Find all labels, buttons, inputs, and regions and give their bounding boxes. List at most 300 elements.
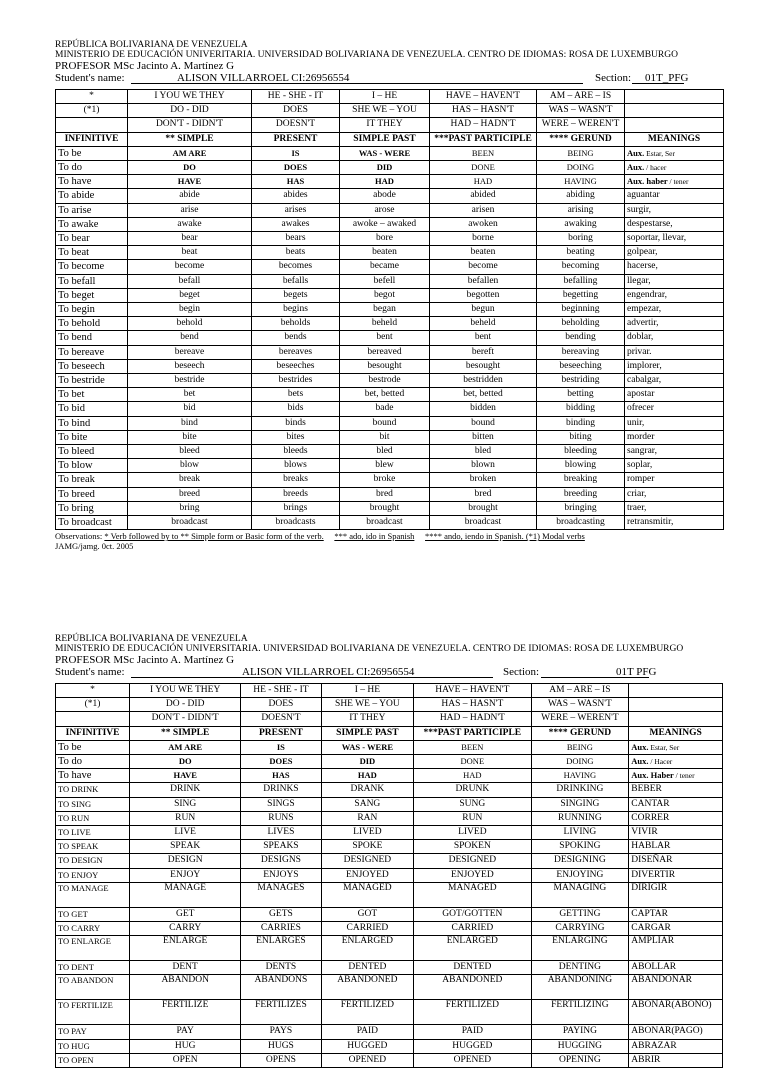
meaning-cell: criar, [625,487,724,501]
form-cell: HAD [321,769,414,783]
gerund-cell: ENLARGING [531,936,629,961]
meaning-cell: despestarse, [625,217,724,231]
verb-row [56,783,723,797]
present-cell: binds [252,416,340,430]
form-cell: WAS - WERE [321,740,414,754]
present-cell: MANAGES [241,882,321,907]
header-cell [625,118,724,132]
meaning-cell: DIRIGIR [629,882,723,907]
present-cell: becomes [252,260,340,274]
header-cell [625,90,724,104]
header-cell: HAS – HASN'T [414,698,531,712]
simple-form-cell: beget [128,288,252,302]
header-cell: I – HE [321,684,414,698]
participle-cell: GOT/GOTTEN [414,907,531,921]
present-cell: FERTILIZES [241,1000,321,1025]
participle-cell: ENLARGED [414,936,531,961]
verb-row [56,445,724,459]
simple-form-cell: bereave [128,345,252,359]
participle-cell: bestridden [430,374,537,388]
header-cell: WERE – WEREN'T [537,118,625,132]
participle-cell: abided [430,189,537,203]
simple-form-cell: break [128,473,252,487]
section-label: Section: [595,72,632,84]
form-cell: HAS [252,175,340,189]
present-cell: OPENS [241,1053,321,1067]
gerund-cell: beseeching [537,359,625,373]
present-cell: ABANDONS [241,975,321,1000]
participle-cell: bound [430,416,537,430]
verb-row [56,1039,723,1053]
infinitive-cell: To arise [56,203,128,217]
verb-row [56,359,724,373]
past-cell: CARRIED [321,922,414,936]
header-row [56,104,724,118]
past-cell: bit [340,430,430,444]
verb-row [56,473,724,487]
meaning-cell: VIVIR [629,826,723,840]
header-cell: DOES [252,104,340,118]
header-cell: ** SIMPLE [128,132,252,146]
past-cell: broke [340,473,430,487]
gerund-cell: bleeding [537,445,625,459]
professor-line: PROFESOR MSc Jacinto A. Martínez G [55,654,235,666]
infinitive-cell: TO DENT [56,961,130,975]
participle-cell: ENJOYED [414,868,531,882]
header-cell: DOESN'T [252,118,340,132]
present-cell: broadcasts [252,516,340,530]
gerund-cell: DRINKING [531,783,629,797]
participle-cell: SPOKEN [414,840,531,854]
present-cell: bears [252,232,340,246]
simple-form-cell: arise [128,203,252,217]
form-cell: DID [321,755,414,769]
aux-label: Aux. [627,147,645,158]
infinitive-cell: TO PAY [56,1025,130,1039]
present-cell: DENTS [241,961,321,975]
simple-form-cell: begin [128,303,252,317]
gerund-cell: breaking [537,473,625,487]
republic-heading: REPÚBLICA BOLIVARIANA DE VENEZUELA [55,40,248,50]
form-cell: HAVE [130,769,241,783]
verb-row [56,246,724,260]
past-cell: OPENED [321,1053,414,1067]
section-value: 01T PFG [616,666,657,678]
infinitive-cell: To broadcast [56,516,128,530]
header-cell: AM – ARE – IS [537,90,625,104]
aux-verb-row [56,755,723,769]
present-cell: beholds [252,317,340,331]
form-cell: DO [128,161,252,175]
verb-row [56,303,724,317]
infinitive-cell: TO ENJOY [56,868,130,882]
present-cell: GETS [241,907,321,921]
header-cell: HE - SHE - IT [252,90,340,104]
meaning-cell: sangrar, [625,445,724,459]
form-cell: AM ARE [128,146,252,160]
meaning-cell: unir, [625,416,724,430]
aux-label: Aux. haber [627,176,668,187]
meaning-text: / tener [667,177,689,187]
participle-cell: CARRIED [414,922,531,936]
header-cell: ***PAST PARTICIPLE [430,132,537,146]
meaning-cell: ABONAR(PAGO) [629,1025,723,1039]
infinitive-cell: TO HUG [56,1039,130,1053]
simple-form-cell: abide [128,189,252,203]
infinitive-cell: To bleed [56,445,128,459]
participle-cell: DENTED [414,961,531,975]
verb-row [56,975,723,1000]
verb-row [56,459,724,473]
meaning-cell: ABRAZAR [629,1039,723,1053]
verb-row [56,922,723,936]
form-cell: HAVE [128,175,252,189]
infinitive-cell: TO GET [56,907,130,921]
meaning-cell: hacerse, [625,260,724,274]
verb-row [56,232,724,246]
header-cell: SHE WE – YOU [340,104,430,118]
past-cell: befell [340,274,430,288]
header-cell: WAS – WASN'T [537,104,625,118]
gerund-cell: begetting [537,288,625,302]
meaning-cell [629,740,723,754]
participle-cell: bidden [430,402,537,416]
ministry-heading: MINISTERIO DE EDUCACIÓN UNIVERITARIA. UNIVERSIDAD BOLIVARIANA DE VENEZUELA. CENTRO DE IDIOMAS: ROSA DE LUXEMBURGO [55,50,678,60]
participle-cell: befallen [430,274,537,288]
participle-cell: bled [430,445,537,459]
past-cell: bade [340,402,430,416]
aux-label: Aux. [631,756,649,767]
verb-row [56,1025,723,1039]
meaning-cell: ABOLLAR [629,961,723,975]
infinitive-cell: To bear [56,232,128,246]
verb-row [56,840,723,854]
present-cell: SPEAKS [241,840,321,854]
present-cell: SINGS [241,797,321,811]
header-row [56,698,723,712]
header-cell: HAS – HASN'T [430,104,537,118]
past-cell: beheld [340,317,430,331]
meaning-cell: implorer, [625,359,724,373]
verb-table-2 [55,683,723,1068]
aux-verb-row [56,146,724,160]
simple-form-cell: bestride [128,374,252,388]
observations [55,531,745,541]
meaning-cell: golpear, [625,246,724,260]
table-header [56,90,724,147]
past-cell: blew [340,459,430,473]
gerund-cell: DENTING [531,961,629,975]
verb-row [56,345,724,359]
past-cell: MANAGED [321,882,414,907]
header-cell: INFINITIVE [56,132,128,146]
meaning-text: / Hacer [648,757,673,767]
present-cell: begins [252,303,340,317]
meaning-cell: ABANDONAR [629,975,723,1000]
infinitive-cell: To do [56,161,128,175]
form-cell: HAVING [531,769,629,783]
simple-form-cell: become [128,260,252,274]
past-cell: begot [340,288,430,302]
meaning-text: / tener [673,771,695,781]
author-note: JAMG/jamg. 0ct. 2005 [55,541,134,552]
verb-row [56,516,724,530]
simple-form-cell: PAY [130,1025,241,1039]
verb-row [56,907,723,921]
aux-verb-row [56,740,723,754]
meaning-text: Estar, Ser [644,148,675,158]
meaning-cell: llegar, [625,274,724,288]
present-cell: DESIGNS [241,854,321,868]
verb-row [56,402,724,416]
meaning-cell: surgir, [625,203,724,217]
meaning-cell: retransmitir, [625,516,724,530]
observations-label: Observations: [55,531,105,542]
participle-cell: bent [430,331,537,345]
participle-cell: broadcast [430,516,537,530]
meaning-text: Estar, Ser [648,742,680,752]
participle-cell: PAID [414,1025,531,1039]
header-cell: HE - SHE - IT [241,684,321,698]
header-cell: HAD – HADN'T [414,712,531,726]
form-cell: DO [130,755,241,769]
meaning-cell: DISEÑAR [629,854,723,868]
form-cell: DID [340,161,430,175]
participle-cell: beheld [430,317,537,331]
form-cell: BEING [531,740,629,754]
gerund-cell: awaking [537,217,625,231]
present-cell: bets [252,388,340,402]
simple-form-cell: bite [128,430,252,444]
form-cell: HAVING [537,175,625,189]
header-cell: DON'T - DIDN'T [130,712,241,726]
simple-form-cell: RUN [130,811,241,825]
verb-rows [56,189,724,530]
gerund-cell: LIVING [531,826,629,840]
meaning-cell: AMPLIAR [629,936,723,961]
form-cell: DONE [430,161,537,175]
participle-cell: become [430,260,537,274]
verb-row [56,317,724,331]
header-cell: DO - DID [130,698,241,712]
header-cell: DO - DID [128,104,252,118]
form-cell: DOING [531,755,629,769]
past-cell: SPOKE [321,840,414,854]
infinitive-cell: To awake [56,217,128,231]
verb-row [56,826,723,840]
header-cell: * [56,90,128,104]
header-row [56,132,724,146]
meaning-cell [625,146,724,160]
infinitive-cell: TO CARRY [56,922,130,936]
meaning-cell [625,175,724,189]
header-cell: I YOU WE THEY [128,90,252,104]
meaning-cell [629,755,723,769]
past-cell: ENJOYED [321,868,414,882]
verb-row [56,288,724,302]
infinitive-cell: To beget [56,288,128,302]
past-cell: ENLARGED [321,936,414,961]
gerund-cell: GETTING [531,907,629,921]
header-row [56,684,723,698]
gerund-cell: binding [537,416,625,430]
participle-cell: bred [430,487,537,501]
meaning-cell: romper [625,473,724,487]
simple-form-cell: FERTILIZE [130,1000,241,1025]
simple-form-cell: awake [128,217,252,231]
header-cell: AM – ARE – IS [531,684,629,698]
simple-form-cell: bet [128,388,252,402]
verb-row [56,868,723,882]
present-cell: blows [252,459,340,473]
simple-form-cell: ABANDON [130,975,241,1000]
past-cell: HUGGED [321,1039,414,1053]
past-cell: arose [340,203,430,217]
header-cell [56,118,128,132]
worksheet-2 [55,634,745,1068]
meaning-cell: soplar, [625,459,724,473]
meaning-cell: cabalgar, [625,374,724,388]
gerund-cell: bestriding [537,374,625,388]
infinitive-cell: To have [56,769,130,783]
professor-line: PROFESOR MSc Jacinto A. Martínez G [55,60,235,72]
infinitive-cell: To bid [56,402,128,416]
meaning-cell: advertir, [625,317,724,331]
present-cell: bestrides [252,374,340,388]
header-cell [629,684,723,698]
verb-row [56,331,724,345]
past-cell: beaten [340,246,430,260]
gerund-cell: becoming [537,260,625,274]
simple-form-cell: beat [128,246,252,260]
past-cell: bred [340,487,430,501]
simple-form-cell: DENT [130,961,241,975]
present-cell: breeds [252,487,340,501]
simple-form-cell: ENJOY [130,868,241,882]
participle-cell: broken [430,473,537,487]
present-cell: arises [252,203,340,217]
gerund-cell: bidding [537,402,625,416]
worksheet-1 [55,40,745,551]
past-cell: DESIGNED [321,854,414,868]
simple-form-cell: MANAGE [130,882,241,907]
infinitive-cell: TO DRINK [56,783,130,797]
infinitive-cell: To be [56,740,130,754]
infinitive-cell: To bring [56,501,128,515]
form-cell: HAD [414,769,531,783]
infinitive-cell: To blow [56,459,128,473]
meaning-cell: empezar, [625,303,724,317]
present-cell: begets [252,288,340,302]
participle-cell: bereft [430,345,537,359]
participle-cell: ABANDONED [414,975,531,1000]
header-cell: INFINITIVE [56,726,130,740]
participle-cell: SUNG [414,797,531,811]
form-cell: IS [241,740,321,754]
participle-cell: borne [430,232,537,246]
verb-row [56,501,724,515]
past-cell: ABANDONED [321,975,414,1000]
gerund-cell: befalling [537,274,625,288]
aux-verb-row [56,175,724,189]
past-cell: brought [340,501,430,515]
meaning-cell: aguantar [625,189,724,203]
meaning-cell: morder [625,430,724,444]
present-cell: awakes [252,217,340,231]
gerund-cell: boring [537,232,625,246]
meaning-cell: privar. [625,345,724,359]
section-value: 01T_PFG [645,72,689,84]
verb-row [56,260,724,274]
student-label: Student's name: [55,666,125,678]
header-cell: I YOU WE THEY [130,684,241,698]
gerund-cell: bending [537,331,625,345]
form-cell: DOES [241,755,321,769]
participle-cell: RUN [414,811,531,825]
form-cell: DOING [537,161,625,175]
simple-form-cell: bleed [128,445,252,459]
form-cell: HAD [430,175,537,189]
present-cell: bereaves [252,345,340,359]
meaning-cell: ABRIR [629,1053,723,1067]
meaning-cell: CAPTAR [629,907,723,921]
verb-row [56,1053,723,1067]
verb-row [56,961,723,975]
aux-verb-row [56,769,723,783]
table-header [56,684,723,741]
gerund-cell: bringing [537,501,625,515]
meaning-cell [629,769,723,783]
gerund-cell: biting [537,430,625,444]
gerund-cell: CARRYING [531,922,629,936]
form-cell: BEING [537,146,625,160]
infinitive-cell: To do [56,755,130,769]
aux-label: Aux. [627,162,645,173]
verb-rows [56,783,723,1068]
student-name: ALISON VILLARROEL CI:26956554 [177,72,350,84]
infinitive-cell: TO ABANDON [56,975,130,1000]
gerund-cell: arising [537,203,625,217]
header-cell [629,698,723,712]
gerund-cell: HUGGING [531,1039,629,1053]
student-line [55,666,745,680]
past-cell: bestrode [340,374,430,388]
verb-row [56,1000,723,1025]
infinitive-cell: To befall [56,274,128,288]
present-cell: breaks [252,473,340,487]
infinitive-cell: To break [56,473,128,487]
meaning-cell: CORRER [629,811,723,825]
simple-form-cell: bind [128,416,252,430]
present-cell: brings [252,501,340,515]
past-cell: DENTED [321,961,414,975]
header-cell: WERE – WEREN'T [531,712,629,726]
simple-form-cell: SPEAK [130,840,241,854]
past-cell: bet, betted [340,388,430,402]
header-cell: HAVE – HAVEN'T [414,684,531,698]
form-cell: DOES [252,161,340,175]
meaning-cell: CANTAR [629,797,723,811]
present-cell: CARRIES [241,922,321,936]
infinitive-cell: To have [56,175,128,189]
gerund-cell: breeding [537,487,625,501]
gerund-cell: SPOKING [531,840,629,854]
verb-row [56,388,724,402]
header-cell: ***PAST PARTICIPLE [414,726,531,740]
header-cell: **** GERUND [537,132,625,146]
participle-cell: begotten [430,288,537,302]
form-cell: BEEN [414,740,531,754]
